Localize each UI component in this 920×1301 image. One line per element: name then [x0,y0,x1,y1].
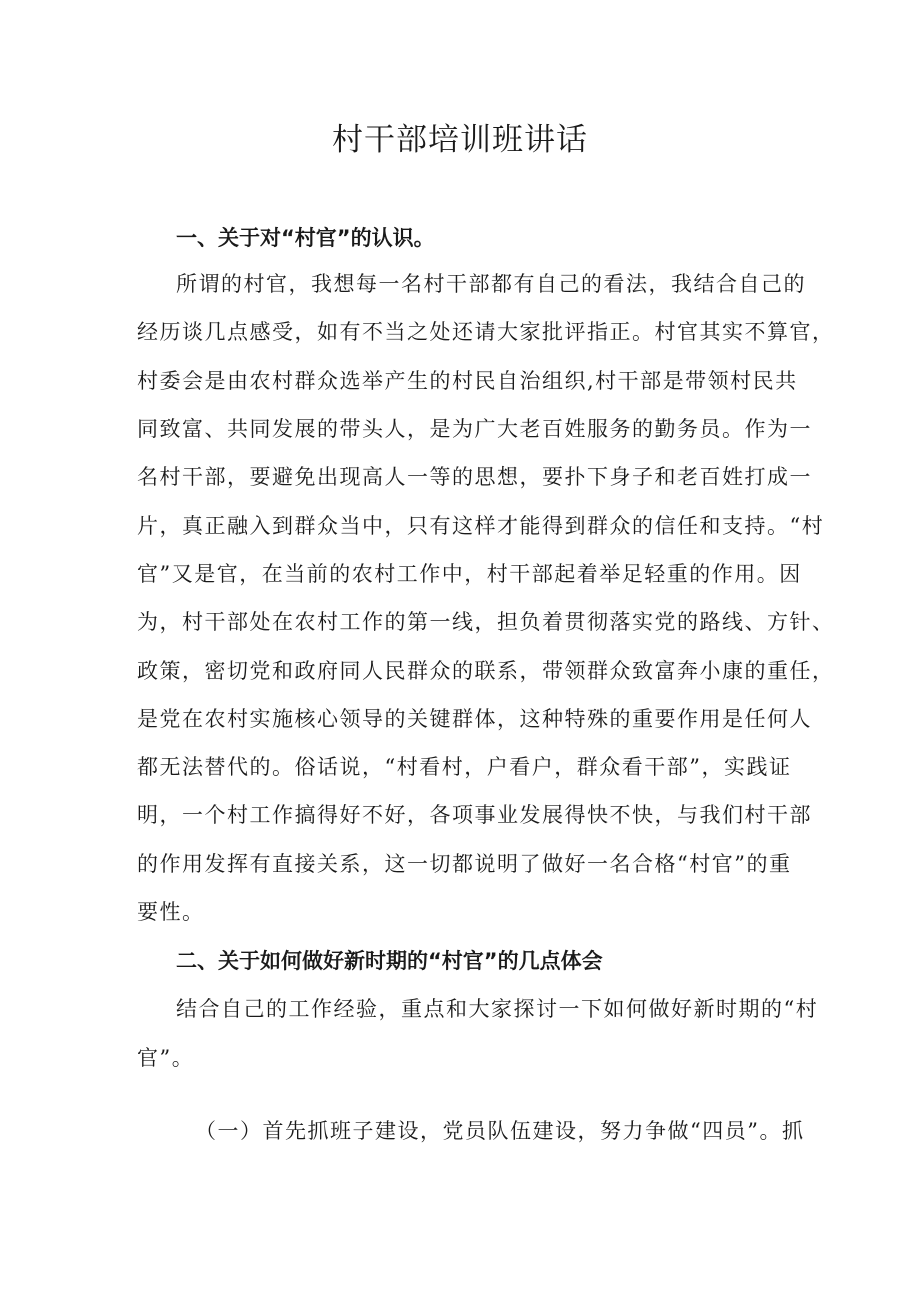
section-1-line: 明，一个村工作搞得好不好，各项事业发展得快不快，与我们村干部 [137,803,812,827]
section-2-line: 官”。 [137,1046,195,1070]
section-1-line: 政策，密切党和政府同人民群众的联系，带领群众致富奔小康的重任， [137,659,835,683]
section-1-line: 是党在农村实施核心领导的关键群体，这种特殊的重要作用是任何人 [137,707,812,731]
section-1-line: 片，真正融入到群众当中，只有这样才能得到群众的信任和支持。“村 [137,514,825,538]
section-1-line: 经历谈几点感受，如有不当之处还请大家批评指正。村官其实不算官， [137,320,835,344]
section-2-heading: 二、关于如何做好新时期的“村官”的几点体会 [176,949,603,973]
section-1-line: 村委会是由农村群众选举产生的村民自治组织,村干部是带领村民共 [137,369,798,393]
subsection-1-line: （一）首先抓班子建设，党员队伍建设，努力争做“四员”。抓 [195,1119,805,1143]
section-1-heading: 一、关于对“村官”的认识。 [176,226,435,250]
section-1-line: 要性。 [137,900,205,924]
section-1-line: 名村干部，要避免出现高人一等的思想，要扑下身子和老百姓打成一 [137,465,812,489]
section-1-line: 都无法替代的。俗话说，“村看村，户看户，群众看干部”，实践证 [137,755,792,779]
section-2-line: 结合自己的工作经验，重点和大家探讨一下如何做好新时期的“村 [176,997,819,1021]
document-title: 村干部培训班讲话 [332,122,588,158]
section-1-line: 所谓的村官，我想每一名村干部都有自己的看法，我结合自己的 [176,272,806,296]
section-1-line: 为，村干部处在农村工作的第一线，担负着贯彻落实党的路线、方针、 [137,610,835,634]
section-1-line: 官”又是官，在当前的农村工作中，村干部起着举足轻重的作用。因 [137,562,802,586]
section-1-line: 同致富、共同发展的带头人，是为广大老百姓服务的勤务员。作为一 [137,417,812,441]
section-1-line: 的作用发挥有直接关系，这一切都说明了做好一名合格“村官”的重 [137,852,792,876]
